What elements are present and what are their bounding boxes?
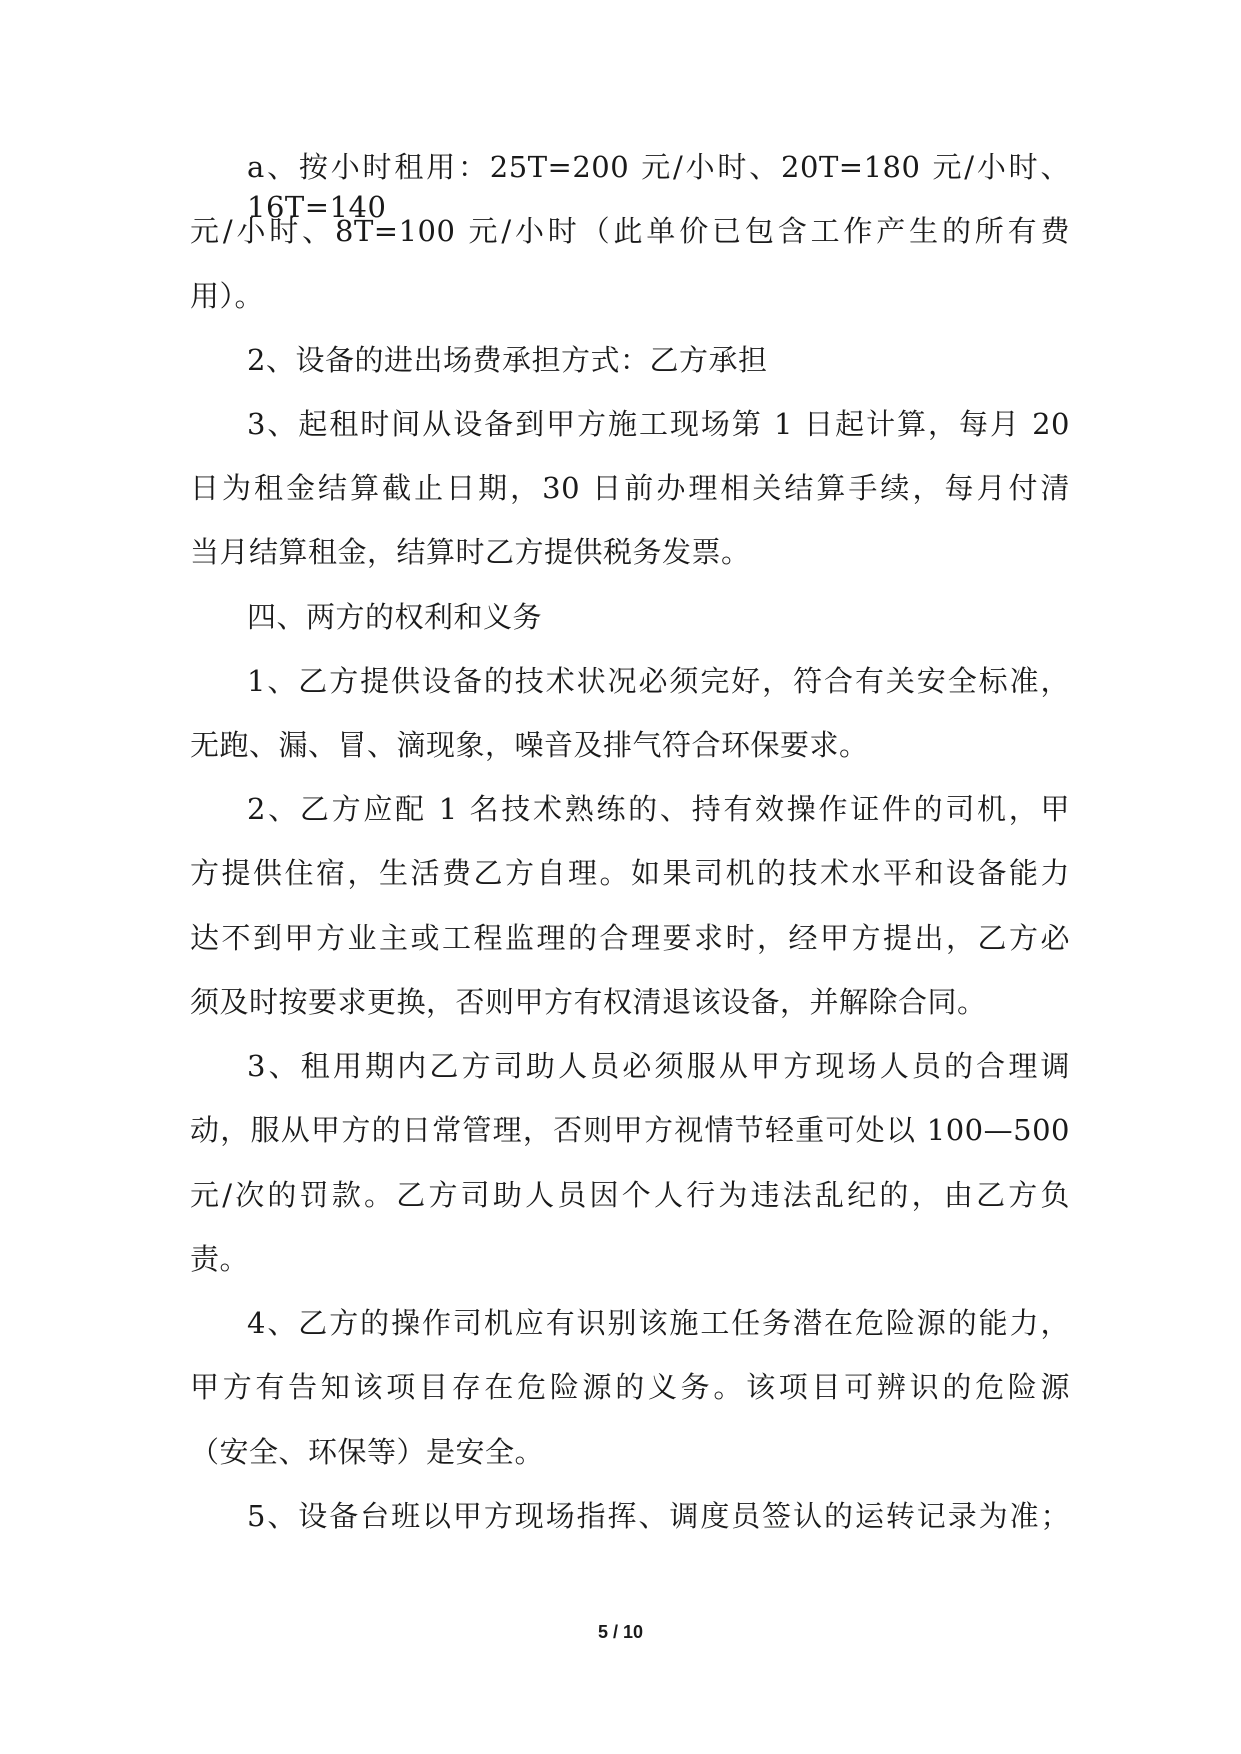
text-line: 4、乙方的操作司机应有识别该施工任务潜在危险源的能力， — [247, 1306, 1070, 1340]
text-line: a、按小时租用：25T=200 元/小时、20T=180 元/小时、16T=140 — [247, 150, 1070, 224]
text-line: 达不到甲方业主或工程监理的合理要求时，经甲方提出，乙方必 — [190, 921, 1070, 955]
text-line: 元/小时、8T=100 元/小时（此单价已包含工作产生的所有费 — [190, 214, 1070, 248]
section-heading: 四、两方的权利和义务 — [247, 600, 543, 634]
text-line: 当月结算租金，结算时乙方提供税务发票。 — [190, 535, 751, 569]
text-line: 3、起租时间从设备到甲方施工现场第 1 日起计算，每月 20 — [247, 407, 1070, 441]
text-line: 元/次的罚款。乙方司助人员因个人行为违法乱纪的，由乙方负 — [190, 1178, 1070, 1212]
text-line: 甲方有告知该项目存在危险源的义务。该项目可辨识的危险源 — [190, 1370, 1070, 1404]
text-line: 无跑、漏、冒、滴现象，噪音及排气符合环保要求。 — [190, 728, 869, 762]
text-line: 1、乙方提供设备的技术状况必须完好，符合有关安全标准， — [247, 664, 1070, 698]
text-line: 2、设备的进出场费承担方式：乙方承担 — [247, 343, 768, 377]
text-line: 方提供住宿，生活费乙方自理。如果司机的技术水平和设备能力 — [190, 856, 1070, 890]
text-line: 动，服从甲方的日常管理，否则甲方视情节轻重可处以 100—500 — [190, 1113, 1070, 1147]
text-line: 须及时按要求更换，否则甲方有权清退该设备，并解除合同。 — [190, 985, 987, 1019]
text-line: 3、租用期内乙方司助人员必须服从甲方现场人员的合理调 — [247, 1049, 1070, 1083]
text-line: 2、乙方应配 1 名技术熟练的、持有效操作证件的司机，甲 — [247, 792, 1070, 826]
text-line: 5、设备台班以甲方现场指挥、调度员签认的运转记录为准； — [247, 1499, 1070, 1533]
page-number: 5 / 10 — [597, 1622, 644, 1642]
text-line: 用）。 — [190, 279, 265, 313]
text-line: （安全、环保等）是安全。 — [190, 1435, 545, 1469]
text-line: 责。 — [190, 1242, 250, 1276]
text-line: 日为租金结算截止日期，30 日前办理相关结算手续，每月付清 — [190, 471, 1070, 505]
